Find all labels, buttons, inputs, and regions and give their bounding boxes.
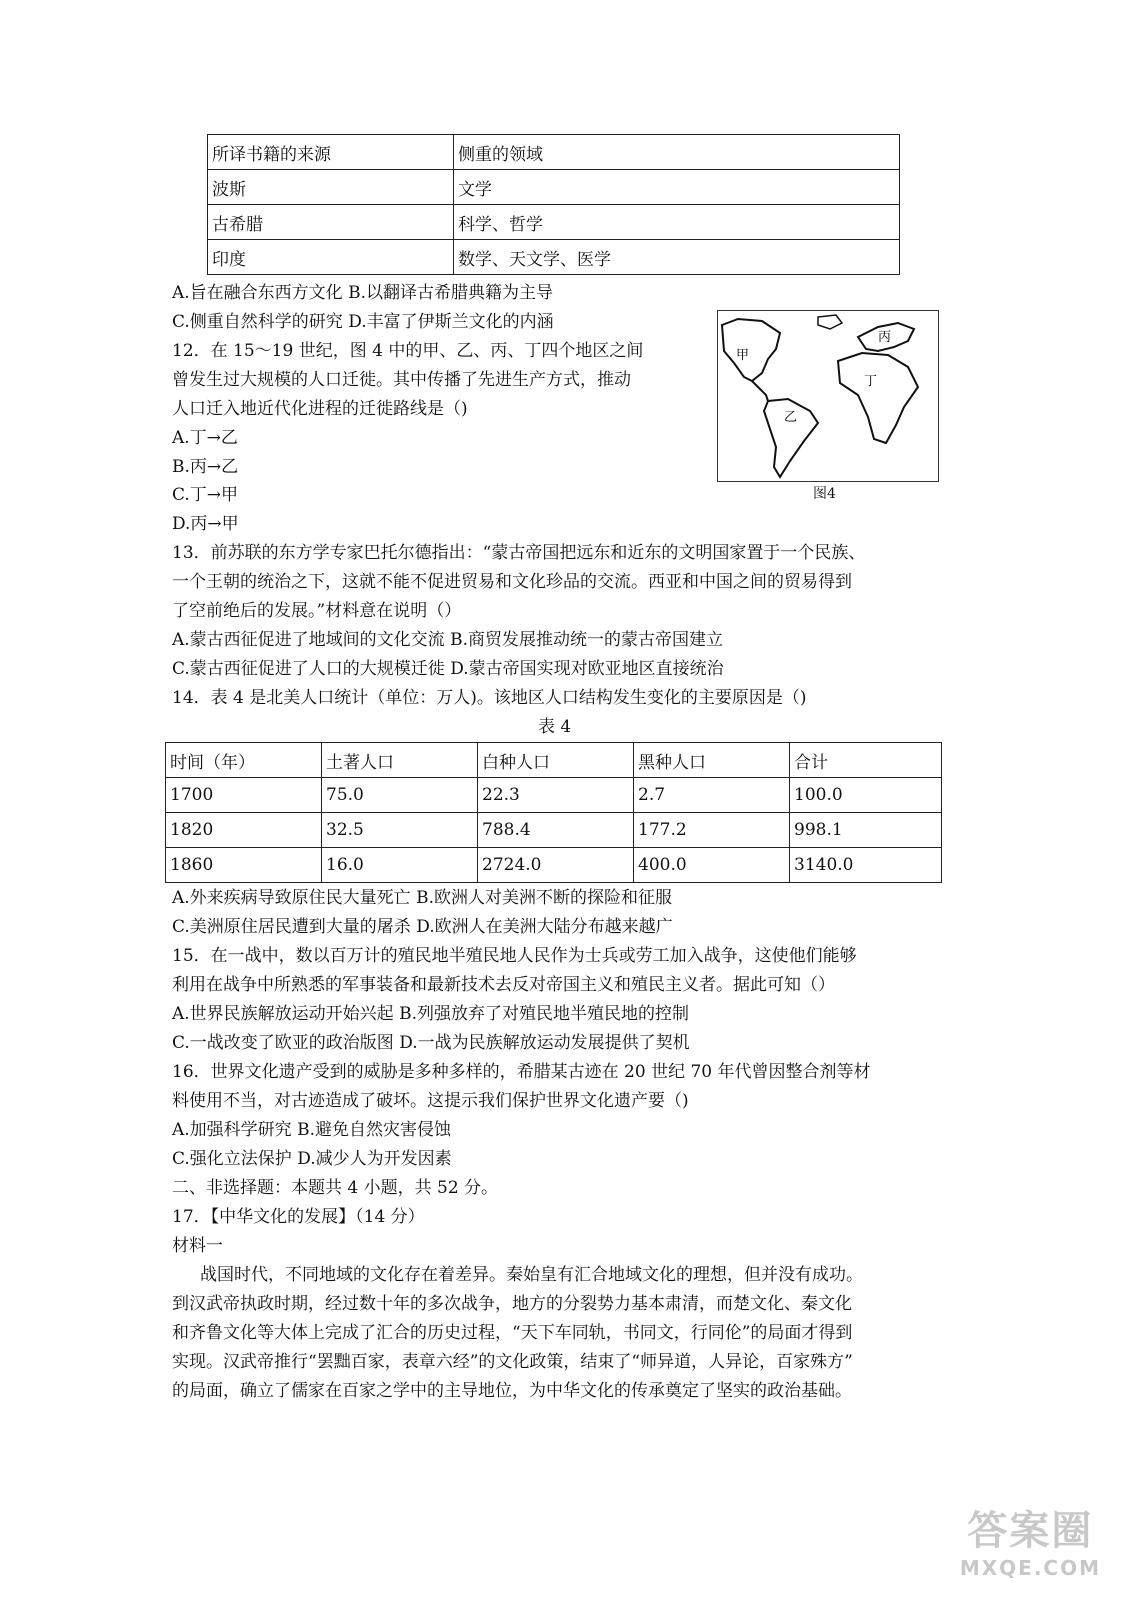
q12-option-c: C.丁→甲: [172, 485, 239, 505]
table-cell: 2724.0: [478, 848, 634, 883]
table-row: [166, 778, 942, 813]
central-america-shape: [752, 381, 768, 401]
material-label: 材料一: [172, 1236, 223, 1256]
map-label-yi: 乙: [784, 410, 798, 425]
watermark: [960, 1499, 1101, 1580]
table-cell: 2.7: [634, 778, 790, 813]
q14-option-ab: A.外来疾病导致原住民大量死亡 B.欧洲人对美洲不断的探险和征服: [172, 888, 672, 908]
table-cell: 788.4: [478, 813, 634, 848]
q16-option-cd: C.强化立法保护 D.减少人为开发因素: [172, 1149, 452, 1169]
table-row: [166, 848, 942, 883]
table-cell: 印度: [208, 240, 454, 275]
table-cell: 数学、天文学、医学: [454, 240, 900, 275]
table-row: [208, 135, 900, 170]
table-header: 合计: [790, 743, 942, 778]
q13-line: 13．前苏联的东方学专家巴托尔德指出：“蒙古帝国把远东和近东的文明国家置于一个民族、: [172, 543, 866, 563]
map-label-jia: 甲: [736, 348, 750, 363]
table-cell: 400.0: [634, 848, 790, 883]
africa-shape: [838, 353, 918, 443]
world-map-figure: [717, 310, 939, 482]
table-cell: 1820: [166, 813, 322, 848]
paragraph-line: 实现。汉武帝推行“罢黜百家，表章六经”的文化政策，结束了“师异道，人异论，百家殊方”: [172, 1352, 853, 1372]
q12-line: 曾发生过大规模的人口迁徙。其中传播了先进生产方式，推动: [172, 370, 631, 390]
q13-line: 一个王朝的统治之下，这就不能不促进贸易和文化珍品的交流。西亚和中国之间的贸易得到: [172, 572, 852, 592]
table-cell: 科学、哲学: [454, 205, 900, 240]
paragraph-line: 到汉武帝执政时期，经过数十年的多次战争，地方的分裂势力基本肃清，而楚文化、秦文化: [172, 1294, 852, 1314]
table-header: 时间（年）: [166, 743, 322, 778]
table-cell: 22.3: [478, 778, 634, 813]
population-table: [165, 742, 942, 883]
table-row: [208, 205, 900, 240]
world-map-svg: [718, 311, 938, 481]
table-cell: 古希腊: [208, 205, 454, 240]
table-cell: 所译书籍的来源: [208, 135, 454, 170]
table-cell: 1860: [166, 848, 322, 883]
q14-line: 14．表 4 是北美人口统计（单位：万人)。该地区人口结构发生变化的主要原因是（): [172, 688, 807, 708]
q15-option-cd: C.一战改变了欧亚的政治版图 D.一战为民族解放运动发展提供了契机: [172, 1033, 690, 1053]
q17-heading: 17．【中华文化的发展】（14 分）: [172, 1207, 425, 1227]
q15-option-ab: A.世界民族解放运动开始兴起 B.列强放弃了对殖民地半殖民地的控制: [172, 1004, 689, 1024]
q14-option-cd: C.美洲原住居民遭到大量的屠杀 D.欧洲人在美洲大陆分布越来越广: [172, 917, 673, 937]
table-cell: 文学: [454, 170, 900, 205]
table-cell: 3140.0: [790, 848, 942, 883]
map-label-ding: 丁: [864, 374, 878, 389]
table-cell: 16.0: [322, 848, 478, 883]
table-row: [208, 170, 900, 205]
table-header-row: [166, 743, 942, 778]
table-cell: 75.0: [322, 778, 478, 813]
table-cell: 波斯: [208, 170, 454, 205]
table-header: 黑种人口: [634, 743, 790, 778]
translation-table: [207, 134, 900, 275]
table-cell: 侧重的领域: [454, 135, 900, 170]
map-caption: 图4: [813, 486, 836, 502]
table4-title: 表 4: [538, 717, 572, 737]
q12-line: 12．在 15～19 世纪，图 4 中的甲、乙、丙、丁四个地区之间: [172, 341, 644, 361]
q11-option-ab: A.旨在融合东西方文化 B.以翻译古希腊典籍为主导: [172, 283, 553, 303]
table-cell: 177.2: [634, 813, 790, 848]
table-cell: 100.0: [790, 778, 942, 813]
table-header: 土著人口: [322, 743, 478, 778]
section-heading: 二、非选择题：本题共 4 小题，共 52 分。: [172, 1178, 499, 1198]
north-america-shape: [722, 319, 780, 381]
paragraph-line: 的局面，确立了儒家在百家之学中的主导地位，为中华文化的传承奠定了坚实的政治基础。: [172, 1381, 852, 1401]
q13-option-ab: A.蒙古西征促进了地域间的文化交流 B.商贸发展推动统一的蒙古帝国建立: [172, 630, 723, 650]
paragraph-line: 战国时代，不同地域的文化存在着差异。秦始皇有汇合地域文化的理想，但并没有成功。: [200, 1265, 863, 1285]
table-row: [166, 813, 942, 848]
q12-option-d: D.丙→甲: [172, 514, 239, 534]
q13-line: 了空前绝后的发展。”材料意在说明（）: [172, 601, 462, 621]
q12-line: 人口迁入地近代化进程的迁徙路线是（): [172, 399, 468, 419]
table-cell: 32.5: [322, 813, 478, 848]
greenland-shape: [818, 315, 842, 329]
q16-line: 16．世界文化遗产受到的威胁是多种多样的，希腊某古迹在 20 世纪 70 年代曾因整合剂等材: [172, 1062, 871, 1082]
table-cell: 1700: [166, 778, 322, 813]
map-label-bing: 丙: [878, 330, 892, 345]
table-row: [208, 240, 900, 275]
q13-option-cd: C.蒙古西征促进了人口的大规模迁徙 D.蒙古帝国实现对欧亚地区直接统治: [172, 659, 724, 679]
watermark-logo: 答案圈: [967, 1507, 1094, 1554]
q16-line: 料使用不当，对古迹造成了破坏。这提示我们保护世界文化遗产要（): [172, 1091, 689, 1111]
q11-option-cd: C.侧重自然科学的研究 D.丰富了伊斯兰文化的内涵: [172, 312, 554, 332]
q12-option-a: A.丁→乙: [172, 428, 238, 448]
table-cell: 998.1: [790, 813, 942, 848]
q15-line: 利用在战争中所熟悉的军事装备和最新技术去反对帝国主义和殖民主义者。据此可知（）: [172, 975, 835, 995]
table-header: 白种人口: [478, 743, 634, 778]
q15-line: 15．在一战中，数以百万计的殖民地半殖民地人民作为士兵或劳工加入战争，这使他们能够: [172, 946, 857, 966]
paragraph-line: 和齐鲁文化等大体上完成了汇合的历史过程，“天下车同轨，书同文，行同伦”的局面才得到: [172, 1323, 853, 1343]
q16-option-ab: A.加强科学研究 B.避免自然灾害侵蚀: [172, 1120, 451, 1140]
q12-option-b: B.丙→乙: [172, 457, 239, 477]
watermark-url: MXQE.COM: [959, 1556, 1101, 1580]
